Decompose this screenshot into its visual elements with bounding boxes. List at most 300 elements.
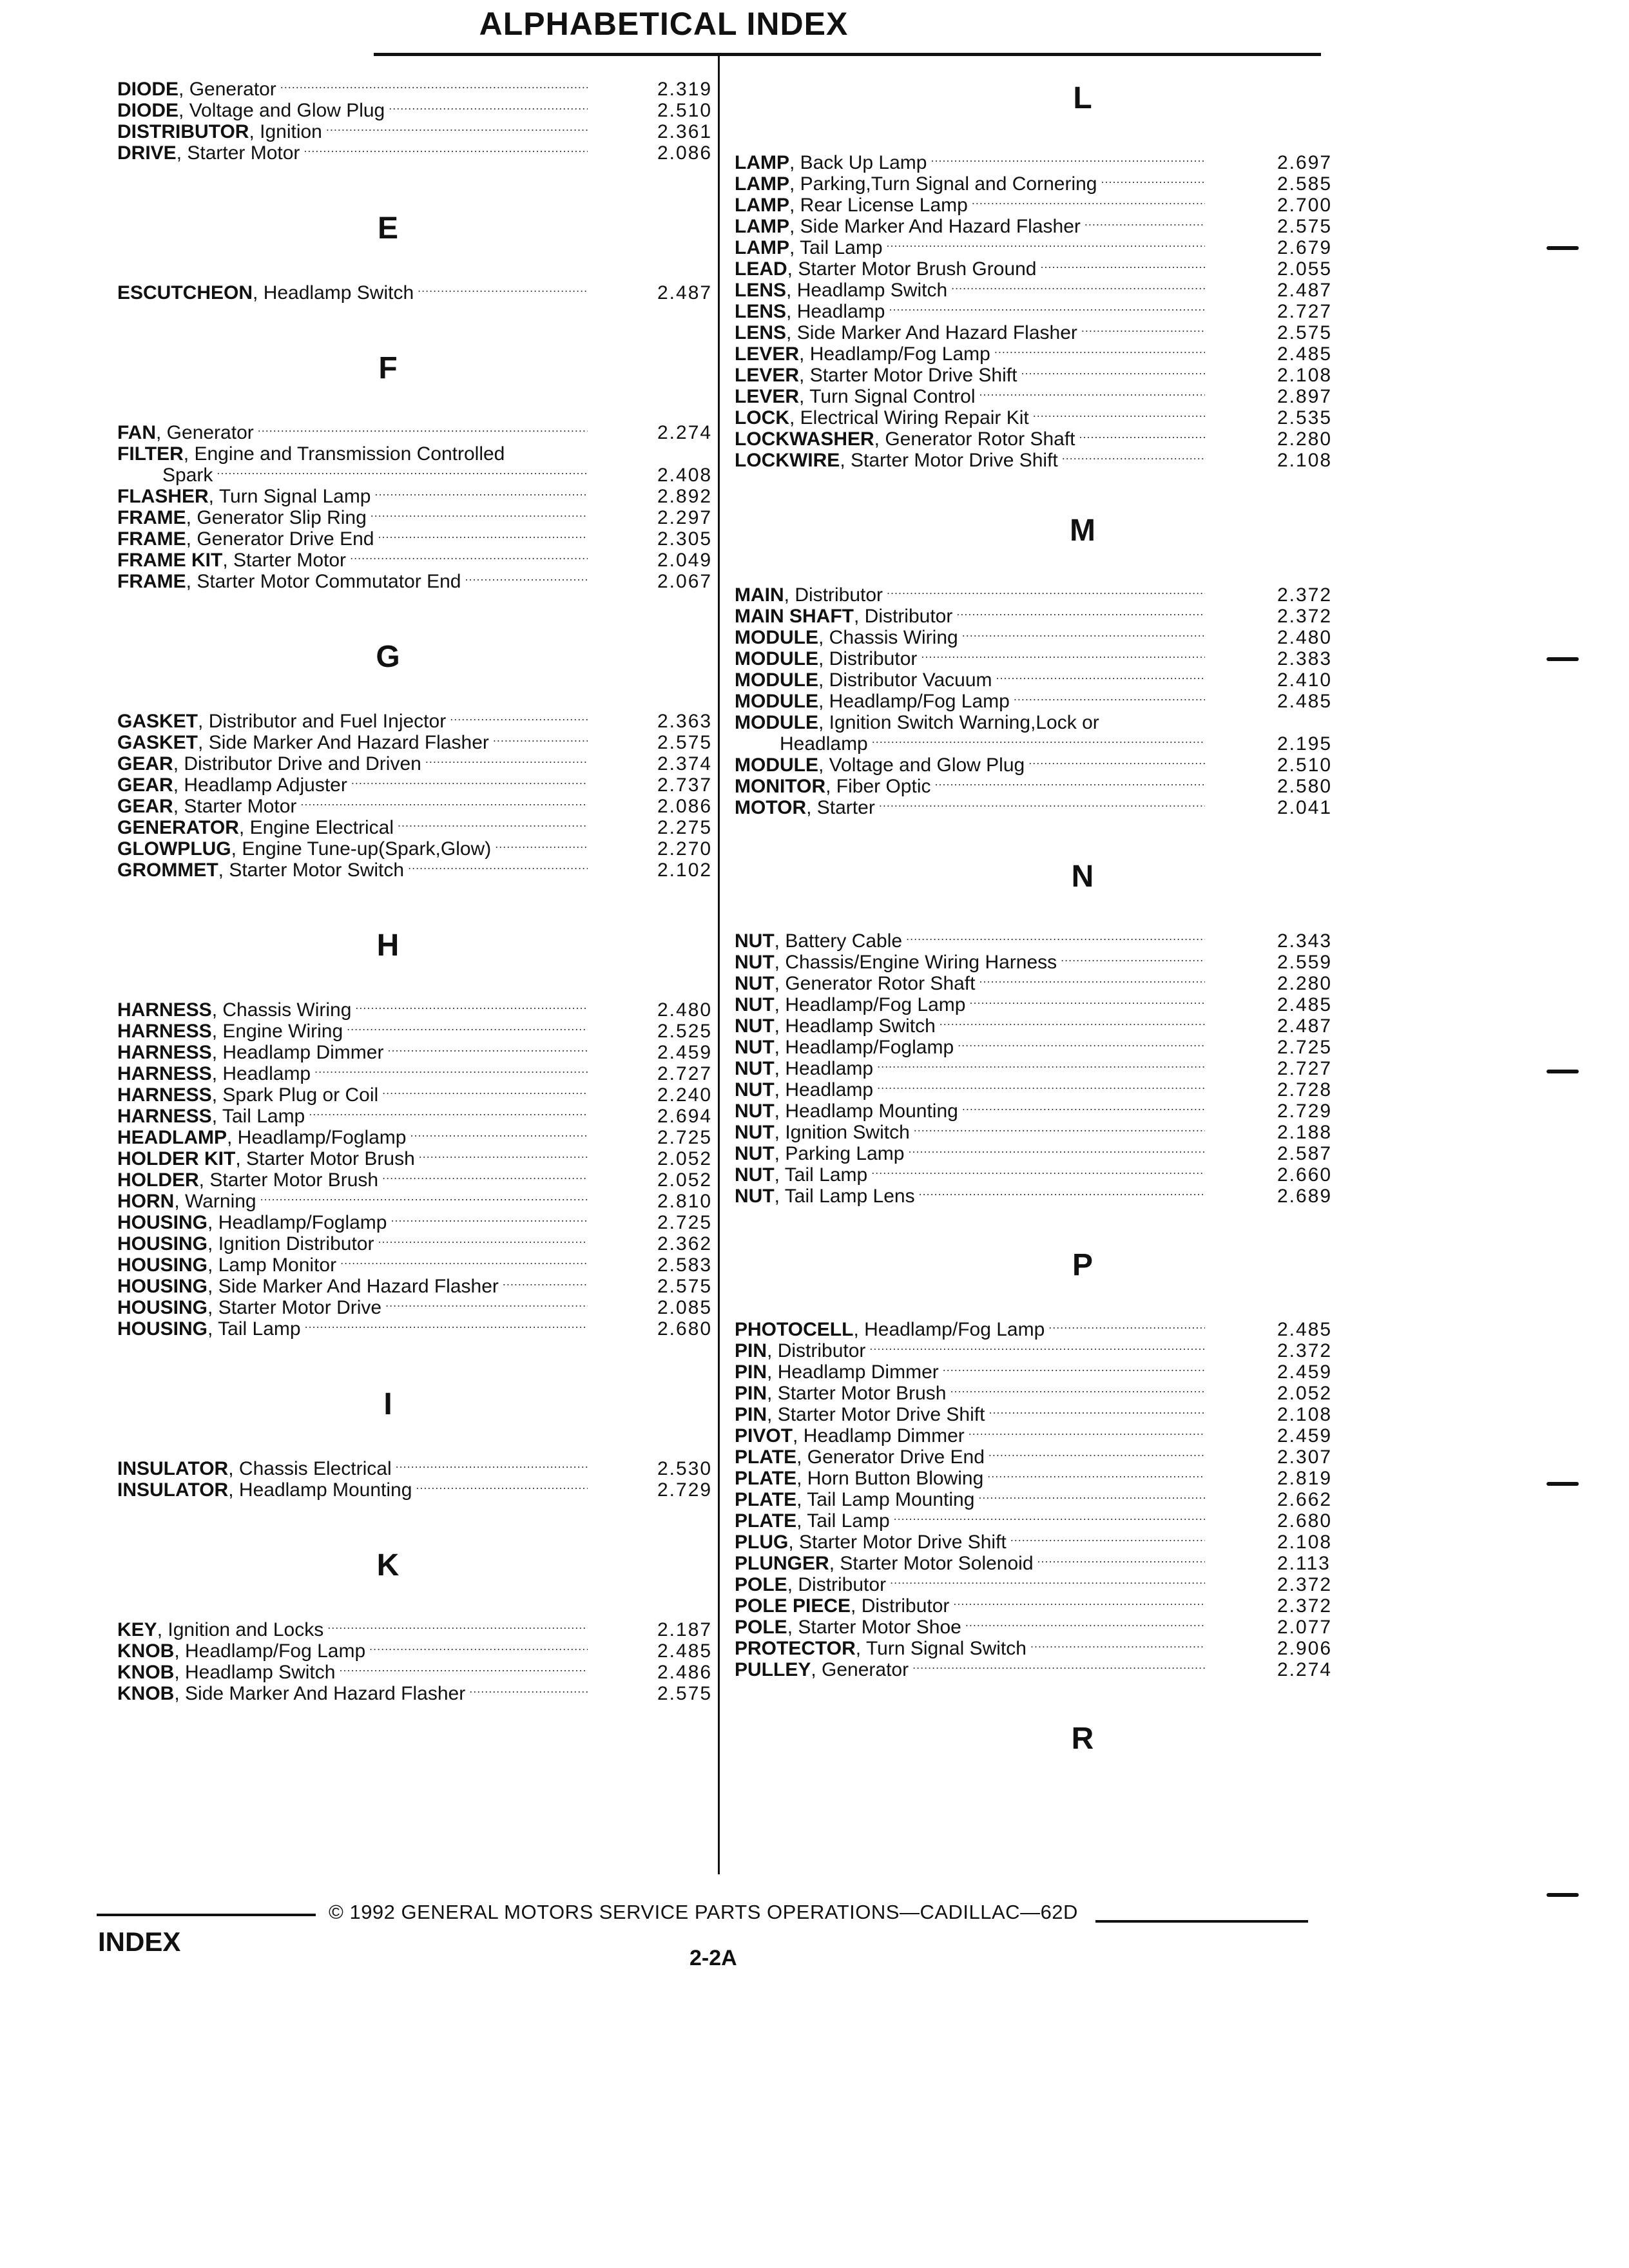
section-letter: G (376, 640, 400, 674)
entry-page: 2.485 (657, 1640, 713, 1662)
entry-description: Tail Lamp Lens (784, 1186, 915, 1207)
dot-leader (387, 1042, 588, 1063)
index-entry (117, 1640, 723, 1662)
dot-leader (1030, 1638, 1205, 1659)
entry-term: HARNESS (117, 1021, 212, 1042)
footer-rule-right (1095, 1920, 1308, 1923)
entry-term: MOTOR (735, 797, 807, 818)
entry-page: 2.240 (657, 1084, 713, 1106)
index-entry (735, 173, 1340, 195)
dot-leader (314, 1063, 588, 1084)
entry-term: FRAME (117, 528, 186, 550)
entry-label: LEVER, Headlamp/Fog Lamp (735, 343, 990, 365)
index-entry (735, 797, 1340, 818)
section-letter: K (376, 1548, 400, 1582)
entry-page: 2.052 (657, 1169, 713, 1191)
entry-page: 2.297 (657, 507, 713, 528)
entry-page: 2.041 (1277, 797, 1333, 818)
entry-description: Lamp Monitor (218, 1254, 337, 1276)
entry-term: PLUG (735, 1532, 789, 1553)
index-section (735, 511, 1340, 818)
entry-page: 2.108 (1277, 1404, 1333, 1425)
dot-leader (340, 1254, 588, 1276)
dot-leader (914, 1122, 1205, 1143)
dot-leader (378, 528, 588, 550)
entry-page: 2.187 (657, 1619, 713, 1640)
entry-term: NUT (735, 952, 775, 973)
entry-description: Headlamp (796, 301, 885, 322)
index-entry (735, 952, 1340, 973)
entry-label: FRAME, Starter Motor Commutator End (117, 571, 461, 592)
entry-page: 2.195 (1277, 733, 1333, 754)
entry-term: KEY (117, 1619, 157, 1640)
index-entry (117, 774, 723, 796)
dot-leader (419, 1148, 588, 1169)
entry-term: LOCKWIRE (735, 450, 840, 471)
dot-leader (887, 584, 1205, 606)
entry-term: PLATE (735, 1468, 797, 1489)
dot-leader (375, 486, 588, 507)
entry-page: 2.480 (1277, 627, 1333, 648)
index-section (117, 1385, 723, 1501)
entry-term: GASKET (117, 711, 198, 732)
entry-term: NUT (735, 930, 775, 952)
index-entry (117, 796, 723, 817)
dot-leader (935, 776, 1206, 797)
entry-label: KNOB, Headlamp/Fog Lamp (117, 1640, 366, 1662)
entry-label: LAMP, Side Marker And Hazard Flasher (735, 216, 1081, 237)
dot-leader (503, 1276, 588, 1297)
entry-label: KNOB, Headlamp Switch (117, 1662, 336, 1683)
entry-term: NUT (735, 1015, 775, 1037)
entry-page: 2.728 (1277, 1079, 1333, 1100)
entry-label: GLOWPLUG, Engine Tune-up(Spark,Glow) (117, 838, 492, 860)
entry-term: NUT (735, 1186, 775, 1207)
entry-label: FRAME, Generator Slip Ring (117, 507, 367, 528)
index-entry (117, 732, 723, 753)
dot-leader (309, 1106, 588, 1127)
entry-label: MOTOR, Starter (735, 797, 875, 818)
index-entry (117, 753, 723, 774)
entry-description: Tail Lamp (784, 1164, 868, 1186)
dot-leader (988, 1404, 1205, 1425)
entry-term: LEVER (735, 365, 800, 386)
entry-page: 2.725 (657, 1212, 713, 1233)
entry-page: 2.052 (657, 1148, 713, 1169)
index-entry (735, 1361, 1340, 1383)
entry-term: LAMP (735, 216, 789, 237)
entry-page: 2.580 (1277, 776, 1333, 797)
entry-label: NUT, Headlamp Mounting (735, 1100, 958, 1122)
entry-description: Headlamp Mounting (238, 1479, 412, 1501)
index-entry (735, 1489, 1340, 1510)
index-entry (735, 1164, 1340, 1186)
dot-leader (450, 711, 588, 732)
index-entry (117, 422, 723, 443)
index-entry (735, 407, 1340, 428)
dot-leader (879, 797, 1205, 818)
entry-label: HARNESS, Headlamp (117, 1063, 311, 1084)
entry-term: PROTECTOR (735, 1638, 856, 1659)
entry-description: Distributor (861, 1595, 950, 1617)
entry-page: 2.727 (1277, 1058, 1333, 1079)
entry-term: GEAR (117, 753, 173, 774)
dot-leader (326, 121, 588, 142)
index-entry (735, 733, 1340, 754)
entry-page: 2.319 (657, 79, 713, 100)
entry-label: LAMP, Tail Lamp (735, 237, 883, 258)
index-entry (735, 627, 1340, 648)
entry-description: Headlamp (785, 1058, 874, 1079)
entry-page: 2.270 (657, 838, 713, 860)
dot-leader (371, 507, 588, 528)
entry-description: Distributor (829, 648, 918, 669)
entry-label: MODULE, Headlamp/Fog Lamp (735, 691, 1010, 712)
dot-leader (493, 732, 588, 753)
entry-description: Side Marker And Hazard Flasher (208, 732, 489, 753)
index-entry (117, 1191, 723, 1212)
entry-label: GENERATOR, Engine Electrical (117, 817, 394, 838)
section-letter: P (1072, 1248, 1093, 1282)
index-entry (117, 507, 723, 528)
index-entry (735, 994, 1340, 1015)
entry-description: Ignition (260, 121, 322, 142)
entry-label: FRAME KIT, Starter Motor (117, 550, 347, 571)
entry-label: HOUSING, Tail Lamp (117, 1318, 301, 1340)
entry-description: Generator Drive End (197, 528, 374, 550)
index-entry (735, 1319, 1340, 1340)
index-entry (117, 1619, 723, 1640)
margin-mark (1547, 246, 1579, 250)
entry-label: PLATE, Horn Button Blowing (735, 1468, 984, 1489)
entry-description: Headlamp (222, 1063, 311, 1084)
entry-page: 2.679 (1277, 237, 1333, 258)
entry-page: 2.372 (1277, 1595, 1333, 1617)
index-entry (735, 691, 1340, 712)
index-entry (117, 486, 723, 507)
entry-label: HARNESS, Tail Lamp (117, 1106, 305, 1127)
index-entry (735, 1446, 1340, 1468)
index-entry (117, 1458, 723, 1479)
entry-description: Headlamp/Fog Lamp (864, 1319, 1045, 1340)
dot-leader (996, 669, 1205, 691)
entry-description: Tail Lamp (218, 1318, 301, 1340)
entry-label: PIN, Starter Motor Brush (735, 1383, 947, 1404)
index-entry (735, 152, 1340, 173)
index-entry (117, 1106, 723, 1127)
entry-label: LEAD, Starter Motor Brush Ground (735, 258, 1037, 280)
dot-leader (418, 282, 588, 303)
entry-term: PIN (735, 1383, 767, 1404)
entry-page: 2.819 (1277, 1468, 1333, 1489)
entry-term: HOUSING (117, 1233, 208, 1254)
entry-description: Tail Lamp (807, 1510, 890, 1532)
entry-label: ESCUTCHEON, Headlamp Switch (117, 282, 414, 303)
entry-term: DRIVE (117, 142, 177, 164)
index-entry (735, 606, 1340, 627)
dot-leader (988, 1446, 1205, 1468)
index-entry (117, 1042, 723, 1063)
index-section (117, 349, 723, 592)
dot-leader (871, 1164, 1205, 1186)
entry-term: NUT (735, 973, 775, 994)
entry-term: LOCK (735, 407, 789, 428)
entry-label: KNOB, Side Marker And Hazard Flasher (117, 1683, 466, 1704)
dot-leader (1021, 365, 1205, 386)
index-entry (735, 450, 1340, 471)
entry-description: Headlamp/Fog Lamp (829, 691, 1010, 712)
entry-page: 2.697 (1277, 152, 1333, 173)
entry-label: LEVER, Turn Signal Control (735, 386, 976, 407)
entry-description: Parking,Turn Signal and Cornering (800, 173, 1097, 195)
entry-term: MODULE (735, 627, 818, 648)
dot-leader (919, 1186, 1205, 1207)
entry-description: Headlamp Switch (785, 1015, 936, 1037)
entry-page: 2.362 (657, 1233, 713, 1254)
entry-term: MAIN SHAFT (735, 606, 854, 627)
dot-leader (260, 1191, 588, 1212)
entry-label: PLUG, Starter Motor Drive Shift (735, 1532, 1007, 1553)
entry-label: HOUSING, Headlamp/Foglamp (117, 1212, 387, 1233)
dot-leader (378, 1233, 588, 1254)
entry-label: MAIN, Distributor (735, 584, 883, 606)
entry-description: Voltage and Glow Plug (829, 754, 1025, 776)
dot-leader (217, 465, 588, 486)
index-entry (735, 1079, 1340, 1100)
entry-description: Distributor (864, 606, 953, 627)
page-title: ALPHABETICAL INDEX (479, 6, 849, 42)
entry-term: HEADLAMP (117, 1127, 227, 1148)
entry-term: MAIN (735, 584, 784, 606)
entry-term: FRAME (117, 571, 186, 592)
entry-term: POLE (735, 1617, 787, 1638)
entry-page: 2.049 (657, 550, 713, 571)
entry-page: 2.055 (1277, 258, 1333, 280)
entry-page: 2.575 (1277, 322, 1333, 343)
index-entry (735, 1425, 1340, 1446)
entry-description: Starter Motor Shoe (798, 1617, 961, 1638)
entry-description: Side Marker And Hazard Flasher (796, 322, 1077, 343)
entry-term: FRAME (117, 507, 186, 528)
entry-page: 2.694 (657, 1106, 713, 1127)
entry-page: 2.487 (657, 282, 713, 303)
entry-label: PLATE, Tail Lamp (735, 1510, 890, 1532)
dot-leader (396, 1458, 588, 1479)
entry-page: 2.583 (657, 1254, 713, 1276)
entry-term: NUT (735, 1122, 775, 1143)
entry-label: PIVOT, Headlamp Dimmer (735, 1425, 965, 1446)
entry-description: Starter Motor Drive Shift (799, 1532, 1007, 1553)
index-entry (117, 838, 723, 860)
entry-label: NUT, Parking Lamp (735, 1143, 905, 1164)
entry-page: 2.408 (657, 465, 713, 486)
entry-label: LEVER, Starter Motor Drive Shift (735, 365, 1017, 386)
entry-term: POLE (735, 1574, 787, 1595)
index-entry (735, 343, 1340, 365)
dot-leader (1014, 691, 1205, 712)
entry-page: 2.487 (1277, 280, 1333, 301)
index-entry (117, 1276, 723, 1297)
dot-leader (416, 1479, 588, 1501)
index-entry (735, 930, 1340, 952)
entry-description: Headlamp/Fog Lamp (809, 343, 990, 365)
entry-page: 2.343 (1277, 930, 1333, 952)
entry-description: Headlamp/Fog Lamp (185, 1640, 366, 1662)
entry-label: INSULATOR, Headlamp Mounting (117, 1479, 412, 1501)
dot-leader (390, 1212, 588, 1233)
entry-page: 2.188 (1277, 1122, 1333, 1143)
entry-label: NUT, Headlamp (735, 1058, 874, 1079)
entry-label: GEAR, Headlamp Adjuster (117, 774, 347, 796)
entry-page: 2.459 (1277, 1425, 1333, 1446)
entry-page: 2.485 (1277, 691, 1333, 712)
entry-page: 2.077 (1277, 1617, 1333, 1638)
index-entry (735, 1595, 1340, 1617)
index-entry (735, 754, 1340, 776)
entry-label: LAMP, Back Up Lamp (735, 152, 927, 173)
section-letter: M (1070, 514, 1095, 548)
entry-page: 2.486 (657, 1662, 713, 1683)
index-entry (735, 1659, 1340, 1680)
entry-description: Ignition Switch (785, 1122, 910, 1143)
dot-leader (950, 1383, 1205, 1404)
entry-term: NUT (735, 1100, 775, 1122)
index-entry (735, 1468, 1340, 1489)
entry-label: PLATE, Generator Drive End (735, 1446, 985, 1468)
index-entry (735, 1037, 1340, 1058)
entry-line: MODULE, Ignition Switch Warning,Lock or (735, 712, 1099, 733)
entry-page: 2.410 (1277, 669, 1333, 691)
entry-label: NUT, Headlamp/Fog Lamp (735, 994, 966, 1015)
entry-page: 2.102 (657, 860, 713, 881)
entry-term: HARNESS (117, 1084, 212, 1106)
entry-label: LOCK, Electrical Wiring Repair Kit (735, 407, 1029, 428)
entry-description: Generator Slip Ring (197, 507, 367, 528)
index-entry (117, 79, 723, 100)
entry-label: GEAR, Starter Motor (117, 796, 297, 817)
dot-leader (258, 422, 588, 443)
entry-label: NUT, Headlamp Switch (735, 1015, 936, 1037)
entry-label: POLE PIECE, Distributor (735, 1595, 950, 1617)
entry-term: LAMP (735, 173, 789, 195)
entry-description: Battery Cable (785, 930, 903, 952)
entry-description: Engine and Transmission Controlled (194, 443, 505, 465)
entry-description: Headlamp Switch (263, 282, 414, 303)
entry-term: LOCKWASHER (735, 428, 874, 450)
entry-page: 2.383 (1277, 648, 1333, 669)
entry-description: Starter (816, 797, 875, 818)
entry-description: Headlamp Adjuster (184, 774, 347, 796)
entry-term: FRAME KIT (117, 550, 223, 571)
entry-term: MODULE (735, 669, 818, 691)
entry-term: PLATE (735, 1446, 797, 1468)
index-entry (117, 1233, 723, 1254)
index-entry (735, 1510, 1340, 1532)
entry-page: 2.530 (657, 1458, 713, 1479)
entry-label: NUT, Battery Cable (735, 930, 903, 952)
dot-leader (1041, 258, 1206, 280)
entry-description: Starter Motor Brush Ground (798, 258, 1037, 280)
dot-leader (987, 1468, 1205, 1489)
entry-label: PIN, Headlamp Dimmer (735, 1361, 939, 1383)
index-entry (117, 1254, 723, 1276)
entry-page: 2.085 (657, 1297, 713, 1318)
entry-line: FILTER, Engine and Transmission Controlled (117, 443, 505, 465)
entry-term: NUT (735, 994, 775, 1015)
entry-label: POLE, Distributor (735, 1574, 887, 1595)
dot-leader (877, 1079, 1205, 1100)
entry-page: 2.700 (1277, 195, 1333, 216)
dot-leader (1061, 952, 1205, 973)
entry-description: Tail Lamp Mounting (807, 1489, 975, 1510)
entry-term: PULLEY (735, 1659, 811, 1680)
entry-page: 2.487 (1277, 1015, 1333, 1037)
entry-label: NUT, Tail Lamp (735, 1164, 868, 1186)
entry-term: PHOTOCELL (735, 1319, 854, 1340)
index-entry (117, 1148, 723, 1169)
entry-page: 2.727 (1277, 301, 1333, 322)
entry-description: Chassis Electrical (238, 1458, 392, 1479)
margin-mark (1547, 1482, 1579, 1486)
entry-description: Ignition Switch Warning,Lock or (829, 712, 1099, 733)
entry-term: FAN (117, 422, 156, 443)
entry-term: DIODE (117, 79, 179, 100)
entry-label: MAIN SHAFT, Distributor (735, 606, 953, 627)
entry-description: Starter Motor (187, 142, 300, 164)
dot-leader (943, 1361, 1205, 1383)
entry-page: 2.280 (1277, 973, 1333, 994)
entry-term: GROMMET (117, 860, 218, 881)
index-entry (735, 1404, 1340, 1425)
index-entry (117, 465, 723, 486)
dot-leader (889, 301, 1205, 322)
entry-page: 2.585 (1277, 173, 1333, 195)
entry-label: HOUSING, Ignition Distributor (117, 1233, 374, 1254)
entry-page: 2.575 (657, 732, 713, 753)
entry-description: Ignition and Locks (168, 1619, 324, 1640)
entry-page: 2.372 (1277, 584, 1333, 606)
dot-leader (408, 860, 588, 881)
dot-leader (389, 100, 588, 121)
index-entry (735, 280, 1340, 301)
dot-leader (969, 1425, 1205, 1446)
entry-description: Headlamp/Fog Lamp (785, 994, 966, 1015)
section-letter: N (1071, 860, 1094, 894)
entry-description: Chassis Wiring (222, 999, 352, 1021)
entry-description: Distributor (798, 1574, 887, 1595)
index-entry (117, 1063, 723, 1084)
entry-term: HORN (117, 1191, 175, 1212)
entry-page: 2.485 (1277, 994, 1333, 1015)
entry-term: INSULATOR (117, 1479, 229, 1501)
dot-leader (398, 817, 588, 838)
entry-label: GROMMET, Starter Motor Switch (117, 860, 405, 881)
dot-leader (951, 280, 1205, 301)
entry-term: NUT (735, 1058, 775, 1079)
dot-leader (1062, 450, 1205, 471)
dot-leader (425, 753, 588, 774)
index-entry (735, 195, 1340, 216)
entry-label: MODULE, Voltage and Glow Plug (735, 754, 1025, 776)
entry-label: PHOTOCELL, Headlamp/Fog Lamp (735, 1319, 1045, 1340)
index-entry (117, 1212, 723, 1233)
entry-description: Starter Motor Drive Shift (851, 450, 1058, 471)
dot-leader (908, 1143, 1205, 1164)
entry-term: LEVER (735, 343, 800, 365)
entry-page: 2.689 (1277, 1186, 1333, 1207)
entry-description: Starter Motor Brush (777, 1383, 947, 1404)
entry-term: DIODE (117, 100, 179, 121)
